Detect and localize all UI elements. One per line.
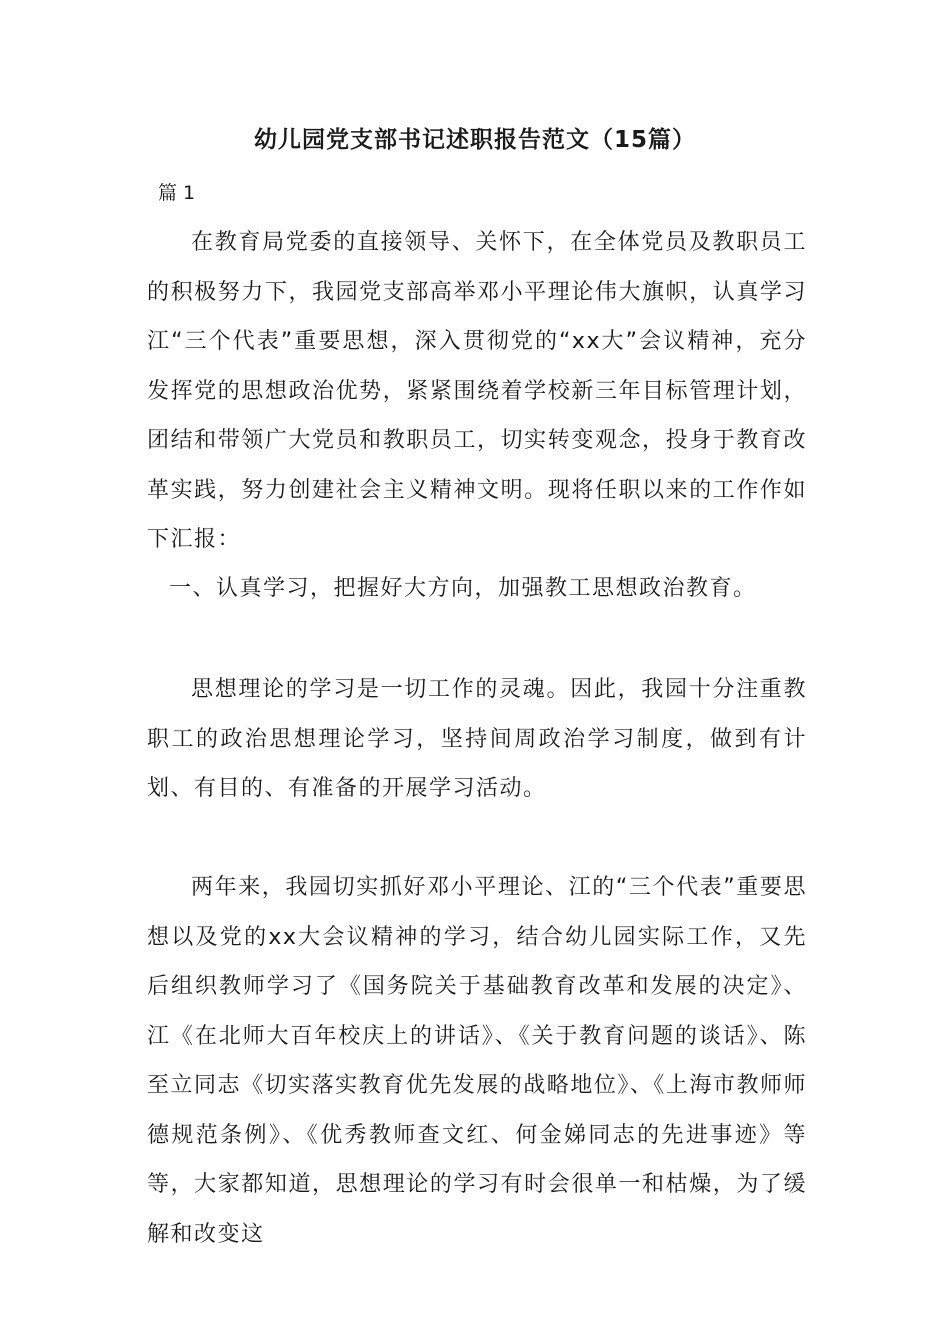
paragraph-two-years: 两年来，我园切实抓好邓小平理论、江的“三个代表”重要思想以及党的xx大会议精神的学习，结合幼儿园实际工作，又先后组织教师学习了《国务院关于基础教育改革和发展的决定》、江《在北师大百年校庆上的讲话》、《关于教育问题的谈话》、陈至立同志《切实落实教育优先发展的战略地位》、《上海市教师师德规范条例》、《优秀教师查文红、何金娣同志的先进事迹》等等，大家都知道，思想理论的学习有时会很单一和枯燥，为了缓解和改变这	[147, 875, 807, 1247]
paragraph-theory: 思想理论的学习是一切工作的灵魂。因此，我园十分注重教职工的政治思想理论学习，坚持间周政治学习制度，做到有计划、有目的、有准备的开展学习活动。	[147, 677, 807, 801]
paragraph-intro: 在教育局党委的直接领导、关怀下，在全体党员及教职员工的积极努力下，我园党支部高举邓小平理论伟大旗帜，认真学习江“三个代表”重要思想，深入贯彻党的“xx大”会议精神，充分发挥党的思想政治优势，紧紧围绕着学校新三年目标管理计划，团结和带领广大党员和教职员工，切实转变观念，投身于教育改革实践，努力创建社会主义精神文明。现将任职以来的工作作如下汇报：	[147, 230, 807, 552]
section-heading-1: 一、认真学习，把握好大方向，加强教工思想政治教育。	[169, 576, 757, 601]
section-label: 篇 1	[158, 182, 196, 204]
document-title: 幼儿园党支部书记述职报告范文（15篇）	[253, 127, 696, 153]
